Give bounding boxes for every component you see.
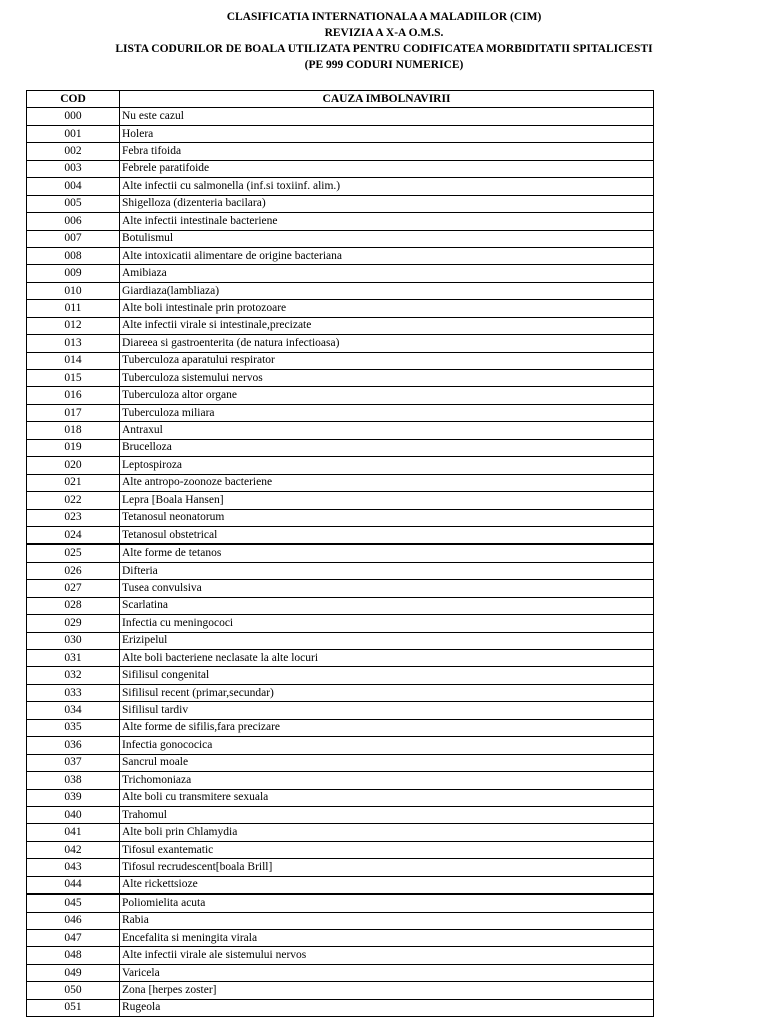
- code-cell: 016: [27, 387, 120, 404]
- code-cell: 005: [27, 195, 120, 212]
- cause-cell: Alte infectii intestinale bacteriene: [120, 213, 654, 230]
- table-row: [27, 247, 654, 264]
- table-row: [27, 737, 654, 754]
- code-cell: 008: [27, 247, 120, 264]
- table-row: [27, 230, 654, 247]
- code-cell: 033: [27, 684, 120, 701]
- cause-cell: Alte infectii virale si intestinale,precizate: [120, 317, 654, 334]
- cause-cell: Rabia: [120, 912, 654, 929]
- table-row: [27, 841, 654, 858]
- cause-cell: Febrele paratifoide: [120, 160, 654, 177]
- cause-cell: Alte forme de sifilis,fara precizare: [120, 719, 654, 736]
- table-row: [27, 912, 654, 929]
- cause-cell: Tetanosul neonatorum: [120, 509, 654, 526]
- table-row: [27, 684, 654, 701]
- table-row: [27, 474, 654, 491]
- code-cell: 029: [27, 615, 120, 632]
- cause-cell: Encefalita si meningita virala: [120, 930, 654, 947]
- cause-cell: Rugeola: [120, 999, 654, 1016]
- code-cell: 036: [27, 737, 120, 754]
- cause-cell: Brucelloza: [120, 439, 654, 456]
- table-row: [27, 894, 654, 912]
- code-cell: 010: [27, 282, 120, 299]
- cause-cell: Leptospiroza: [120, 457, 654, 474]
- table-row: [27, 597, 654, 614]
- cause-cell: Alte boli bacteriene neclasate la alte locuri: [120, 650, 654, 667]
- code-cell: 018: [27, 422, 120, 439]
- cause-cell: Giardiaza(lambliaza): [120, 282, 654, 299]
- code-cell: 007: [27, 230, 120, 247]
- code-cell: 040: [27, 806, 120, 823]
- code-cell: 051: [27, 999, 120, 1016]
- cause-cell: Alte antropo-zoonoze bacteriene: [120, 474, 654, 491]
- cause-cell: Alte rickettsioze: [120, 876, 654, 894]
- list-subtitle: (PE 999 CODURI NUMERICE): [304, 59, 464, 71]
- code-cell: 026: [27, 562, 120, 579]
- cause-cell: Tifosul recrudescent[boala Brill]: [120, 859, 654, 876]
- table-row: [27, 947, 654, 964]
- cause-cell: Varicela: [120, 964, 654, 981]
- code-cell: 001: [27, 125, 120, 142]
- code-cell: 048: [27, 947, 120, 964]
- table-row: [27, 999, 654, 1016]
- table-row: [27, 632, 654, 649]
- cause-cell: Zona [herpes zoster]: [120, 982, 654, 999]
- table-row: [27, 509, 654, 526]
- code-cell: 003: [27, 160, 120, 177]
- code-cell: 032: [27, 667, 120, 684]
- document-title: CLASIFICATIA INTERNATIONALA A MALADIILOR (CIM): [226, 11, 542, 23]
- table-row: [27, 824, 654, 841]
- code-cell: 045: [27, 894, 120, 912]
- cause-cell: Sifilisul tardiv: [120, 702, 654, 719]
- table-row: [27, 404, 654, 421]
- cause-cell: Nu este cazul: [120, 108, 654, 125]
- code-cell: 041: [27, 824, 120, 841]
- table-row: [27, 789, 654, 806]
- table-row: [27, 213, 654, 230]
- cause-cell: Shigelloza (dizenteria bacilara): [120, 195, 654, 212]
- table-row: [27, 143, 654, 160]
- code-cell: 020: [27, 457, 120, 474]
- code-cell: 038: [27, 772, 120, 789]
- cause-cell: Amibiaza: [120, 265, 654, 282]
- table-row: [27, 387, 654, 404]
- table-row: [27, 859, 654, 876]
- cause-cell: Trichomoniaza: [120, 772, 654, 789]
- table-row: [27, 125, 654, 142]
- code-cell: 002: [27, 143, 120, 160]
- code-cell: 039: [27, 789, 120, 806]
- cause-cell: Scarlatina: [120, 597, 654, 614]
- code-cell: 019: [27, 439, 120, 456]
- code-cell: 000: [27, 108, 120, 125]
- table-header-row: [27, 91, 654, 108]
- cause-cell: Tusea convulsiva: [120, 580, 654, 597]
- cause-cell: Botulismul: [120, 230, 654, 247]
- cause-cell: Sifilisul congenital: [120, 667, 654, 684]
- code-cell: 023: [27, 509, 120, 526]
- cause-cell: Alte infectii cu salmonella (inf.si toxiinf. alim.): [120, 178, 654, 195]
- cause-cell: Tifosul exantematic: [120, 841, 654, 858]
- code-cell: 021: [27, 474, 120, 491]
- table-row: [27, 667, 654, 684]
- table-row: [27, 702, 654, 719]
- table-row: [27, 930, 654, 947]
- table-body: [27, 108, 654, 1017]
- code-cell: 025: [27, 544, 120, 562]
- cause-cell: Poliomielita acuta: [120, 894, 654, 912]
- table-row: [27, 754, 654, 771]
- table-row: [27, 160, 654, 177]
- code-cell: 047: [27, 930, 120, 947]
- table-row: [27, 335, 654, 352]
- code-cell: 037: [27, 754, 120, 771]
- cause-cell: Diareea si gastroenterita (de natura infectioasa): [120, 335, 654, 352]
- table-row: [27, 178, 654, 195]
- code-cell: 034: [27, 702, 120, 719]
- cause-cell: Alte infectii virale ale sistemului nervos: [120, 947, 654, 964]
- cause-cell: Sifilisul recent (primar,secundar): [120, 684, 654, 701]
- table-row: [27, 317, 654, 334]
- cause-cell: Erizipelul: [120, 632, 654, 649]
- document-header: [0, 9, 768, 73]
- table-row: [27, 544, 654, 562]
- code-cell: 011: [27, 300, 120, 317]
- table-row: [27, 876, 654, 894]
- table-row: [27, 422, 654, 439]
- code-cell: 042: [27, 841, 120, 858]
- code-cell: 027: [27, 580, 120, 597]
- table-row: [27, 439, 654, 456]
- cause-cell: Tuberculoza aparatului respirator: [120, 352, 654, 369]
- table-row: [27, 806, 654, 823]
- table-row: [27, 580, 654, 597]
- table-row: [27, 108, 654, 125]
- table-row: [27, 300, 654, 317]
- list-title: LISTA CODURILOR DE BOALA UTILIZATA PENTRU CODIFICATEA MORBIDITATII SPITALICESTI: [115, 43, 653, 55]
- table-row: [27, 370, 654, 387]
- table-row: [27, 562, 654, 579]
- code-cell: 049: [27, 964, 120, 981]
- cause-cell: Tuberculoza altor organe: [120, 387, 654, 404]
- code-cell: 006: [27, 213, 120, 230]
- table-row: [27, 265, 654, 282]
- table-row: [27, 982, 654, 999]
- cause-cell: Alte forme de tetanos: [120, 544, 654, 562]
- code-cell: 004: [27, 178, 120, 195]
- code-cell: 012: [27, 317, 120, 334]
- code-cell: 022: [27, 492, 120, 509]
- column-header-code: COD: [27, 91, 120, 108]
- cause-cell: Lepra [Boala Hansen]: [120, 492, 654, 509]
- table-row: [27, 719, 654, 736]
- code-cell: 024: [27, 526, 120, 544]
- table-row: [27, 457, 654, 474]
- cause-cell: Trahomul: [120, 806, 654, 823]
- cause-cell: Holera: [120, 125, 654, 142]
- table-row: [27, 352, 654, 369]
- code-cell: 035: [27, 719, 120, 736]
- table-row: [27, 282, 654, 299]
- cause-cell: Alte boli prin Chlamydia: [120, 824, 654, 841]
- disease-code-table: [26, 90, 654, 1017]
- code-cell: 028: [27, 597, 120, 614]
- table-row: [27, 615, 654, 632]
- code-cell: 050: [27, 982, 120, 999]
- column-header-cause: CAUZA IMBOLNAVIRII: [120, 91, 654, 108]
- cause-cell: Infectia cu meningococi: [120, 615, 654, 632]
- code-cell: 015: [27, 370, 120, 387]
- code-cell: 030: [27, 632, 120, 649]
- code-cell: 046: [27, 912, 120, 929]
- cause-cell: Alte boli intestinale prin protozoare: [120, 300, 654, 317]
- cause-cell: Alte intoxicatii alimentare de origine bacteriana: [120, 247, 654, 264]
- cause-cell: Infectia gonococica: [120, 737, 654, 754]
- code-cell: 013: [27, 335, 120, 352]
- cause-cell: Sancrul moale: [120, 754, 654, 771]
- code-cell: 009: [27, 265, 120, 282]
- table-row: [27, 195, 654, 212]
- table-row: [27, 492, 654, 509]
- cause-cell: Tetanosul obstetrical: [120, 526, 654, 544]
- cause-cell: Alte boli cu transmitere sexuala: [120, 789, 654, 806]
- cause-cell: Difteria: [120, 562, 654, 579]
- table-row: [27, 772, 654, 789]
- table-row: [27, 526, 654, 544]
- code-cell: 017: [27, 404, 120, 421]
- code-cell: 014: [27, 352, 120, 369]
- cause-cell: Tuberculoza sistemului nervos: [120, 370, 654, 387]
- code-cell: 031: [27, 650, 120, 667]
- revision-line: REVIZIA A X-A O.M.S.: [324, 27, 444, 39]
- table-row: [27, 964, 654, 981]
- cause-cell: Febra tifoida: [120, 143, 654, 160]
- table-row: [27, 650, 654, 667]
- cause-cell: Tuberculoza miliara: [120, 404, 654, 421]
- code-cell: 044: [27, 876, 120, 894]
- cause-cell: Antraxul: [120, 422, 654, 439]
- code-cell: 043: [27, 859, 120, 876]
